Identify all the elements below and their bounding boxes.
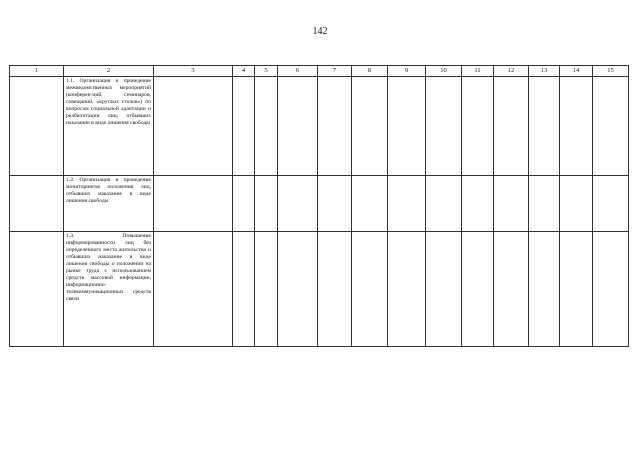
activity-cell: 1.2. Организация и проведение мониторингов положения лиц, отбывших наказание в виде лишения свободы — [64, 176, 154, 232]
column-header: 12 — [494, 66, 529, 77]
column-header: 15 — [593, 66, 629, 77]
table-cell — [426, 176, 462, 232]
column-header: 8 — [352, 66, 388, 77]
table-cell — [352, 232, 388, 347]
column-header: 13 — [529, 66, 560, 77]
table-cell — [560, 232, 593, 347]
column-header: 11 — [462, 66, 494, 77]
column-header: 7 — [318, 66, 352, 77]
table-cell — [278, 232, 318, 347]
table-cell — [10, 232, 64, 347]
table-cell — [560, 77, 593, 176]
table-cell — [462, 232, 494, 347]
table-cell — [154, 176, 233, 232]
table-cell — [233, 176, 255, 232]
column-header: 4 — [233, 66, 255, 77]
table-cell — [10, 176, 64, 232]
table-cell — [352, 176, 388, 232]
table-cell — [278, 176, 318, 232]
table-cell — [154, 232, 233, 347]
table-row — [10, 176, 629, 232]
column-header: 9 — [388, 66, 426, 77]
table-cell — [255, 77, 278, 176]
column-header: 1 — [10, 66, 64, 77]
table-cell — [462, 176, 494, 232]
table-cell — [529, 176, 560, 232]
column-header: 6 — [278, 66, 318, 77]
table-cell — [388, 77, 426, 176]
header-row — [10, 66, 629, 77]
table-cell — [255, 176, 278, 232]
table-cell — [318, 176, 352, 232]
table-cell — [352, 77, 388, 176]
table-cell — [593, 176, 629, 232]
table-cell — [278, 77, 318, 176]
table-cell — [494, 232, 529, 347]
column-header: 3 — [154, 66, 233, 77]
column-header: 14 — [560, 66, 593, 77]
page-number: 142 — [312, 26, 328, 37]
activity-cell: 1.3. Повышение информированности лиц без определенного места жительства и отбывших наказание в виде лишения свободы о положении на рынке труда с использованием средств массовой информации, информационно-телекоммуникационных средств связи — [64, 232, 154, 347]
column-header: 5 — [255, 66, 278, 77]
table-cell — [388, 232, 426, 347]
table-cell — [494, 176, 529, 232]
table-cell — [529, 232, 560, 347]
table-row — [10, 77, 629, 176]
table-cell — [426, 77, 462, 176]
table-cell — [494, 77, 529, 176]
table-cell — [318, 232, 352, 347]
activity-cell: 1.1. Организация и проведение межведомственных мероприятий (конферен-ций, семинаров, совещаний, «круглых столов») по вопросам социальной адаптации и реабилитации лиц, отбывших наказание в виде лишения свободы — [64, 77, 154, 176]
table-cell — [593, 77, 629, 176]
table-cell — [560, 176, 593, 232]
table-cell — [593, 232, 629, 347]
table-cell — [10, 77, 64, 176]
table-cell — [388, 176, 426, 232]
table-cell — [233, 232, 255, 347]
table-cell — [462, 77, 494, 176]
table-cell — [233, 77, 255, 176]
table-cell — [255, 232, 278, 347]
table-cell — [529, 77, 560, 176]
table-cell — [426, 232, 462, 347]
column-header: 2 — [64, 66, 154, 77]
table-cell — [154, 77, 233, 176]
table-cell — [318, 77, 352, 176]
column-header: 10 — [426, 66, 462, 77]
plan-table — [9, 65, 629, 347]
table-row — [10, 232, 629, 347]
